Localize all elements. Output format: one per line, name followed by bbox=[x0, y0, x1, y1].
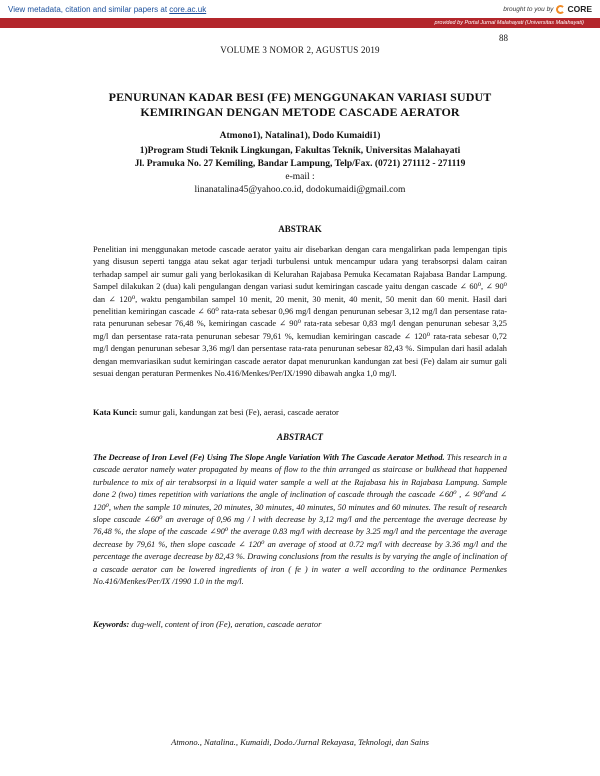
paper-title bbox=[60, 90, 540, 120]
core-metadata-link[interactable] bbox=[0, 5, 206, 14]
abstract-text bbox=[93, 452, 507, 588]
email-label: e-mail : bbox=[285, 172, 315, 182]
affiliation-line-2: Jl. Pramuka No. 27 Kemiling, Bandar Lampung, Telp/Fax. (0721) 271112 - 271119 bbox=[134, 159, 466, 169]
affiliation-line-1: 1)Program Studi Teknik Lingkungan, Fakultas Teknik, Universitas Malahayati bbox=[139, 146, 461, 156]
email-addresses: linanatalina45@yahoo.co.id, dodokumaidi@gmail.com bbox=[194, 185, 406, 195]
core-link[interactable]: core.ac.uk bbox=[169, 4, 207, 14]
keywords-label: Keywords: bbox=[93, 620, 130, 629]
abstrak-text: Penelitian ini menggunakan metode cascade aerator yaitu air disebarkan dengan cara mengalirkan pada lempengan tipis yang disusun seperti tangga atau sekat agar terjadi turbulensi untuk mencampur udara yang terabsorpsi dalam cairan terhadap sampel air sumur gali yang berlokasikan di Kelurahan Rajabasa Pemuka Kecamatan Rajabasa Bandar Lampung. Sampel dilakukan 2 (dua) kali pengulangan dengan variasi sudut kemiringan cascade yaitu dengan cascade ∠ 60⁰, ∠ 90⁰ dan ∠ 120⁰, waktu pengambilan sampel 10 menit, 20 menit, 30 menit, 40 menit, 50 menit dan 60 menit. Hasil dari penelitian kemiringan cascade ∠ 60⁰ rata-rata sebesar 0,96 mg/l dengan penurunan sebesar 3,12 mg/l dan persentase rata-rata penurunan sebesar 76,48 %, kemiringan cascade ∠ 90⁰ rata-rata sebesar 0,83 mg/l dengan penurunan sebesar 3,25 mg/l dan persentase rata-rata penurunan sebesar 79,61 %, kemudian kemiringan cascade ∠ 120⁰ rata-rata sebesar 0,72 mg/l dengan penurunan sebesar 3,36 mg/l dan persentase rata-rata penurunan sebesar 82,43 %. Simpulan dari hasil adalah dengan memvariasikan sudut kemiringan cascade aerator dapat menurunkan kandungan zat besi (Fe) dalam air sumur gali sesuai dengan peraturan Permenkes No.416/Menkes/Per/IX/1990 dibawah angka 1,0 mg/l. bbox=[93, 245, 507, 379]
page-footer: Atmono., Natalina., Kumaidi, Dodo./Jurnal Rekayasa, Teknologi, dan Sains bbox=[171, 737, 429, 747]
abstract-body: This research in a cascade aerator namely water propagated by means of flow to the thin arranged as staircase or bulkhead that happened turbulence to mix of air terabsorpsi in a liquid water sample a well at the Rajabasa his in Rajabasa Lampung. Sample done 2 (two) times repetition with variations the angle of inclination of cascade through the cascade ∠60⁰ , ∠ 90⁰and ∠ 120⁰, when the sample 10 minutes, 20 minutes, 30 minutes, 40 minutes, 50 minutes and 60 minutes. The result of research slope cascade ∠60⁰ an average of 0,96 mg / l with decrease by 3,12 mg/l and the percentage the average decrease by 76,48 %, the slope of the cascade ∠90⁰ the average 0.83 mg/l with decrease by 3.25 mg/l and the percentage the average decrease by 79,61 %, then slope cascade ∠ 120⁰ an average of stood at 0.72 mg/l with decrease by 3.36 mg/l and the percentage the average decrease by 82,43 %. Drawing conclusions from the results is by varying the angle of inclination of a cascade aerator can be lowered ingredients of iron ( fe ) in water a well according to the ordinance Permenkes No.416/Menkes/Per/IX /1990 1.0 in the mg/l. bbox=[93, 453, 507, 587]
core-logo-icon bbox=[556, 5, 565, 14]
authors: Atmono1), Natalina1), Dodo Kumaidi1) bbox=[219, 131, 381, 141]
brought-by-text: brought to you by bbox=[503, 5, 554, 13]
kata-kunci bbox=[93, 408, 507, 417]
core-branding[interactable] bbox=[503, 4, 600, 14]
kata-kunci-label: Kata Kunci: bbox=[93, 408, 138, 417]
title-line-1: PENURUNAN KADAR BESI (FE) MENGGUNAKAN VARIASI SUDUT bbox=[108, 90, 492, 104]
keywords bbox=[93, 620, 507, 629]
title-line-2: KEMIRINGAN DENGAN METODE CASCADE AERATOR bbox=[140, 105, 460, 119]
journal-volume: VOLUME 3 NOMOR 2, AGUSTUS 2019 bbox=[220, 45, 380, 55]
abstract-heading: ABSTRACT bbox=[276, 432, 323, 442]
banner-text: View metadata, citation and similar papers at bbox=[8, 4, 170, 14]
abstrak-heading: ABSTRAK bbox=[278, 224, 322, 234]
abstract-lead-title: The Decrease of Iron Level (Fe) Using The Slope Angle Variation With The Cascade Aerator Method. bbox=[93, 453, 445, 462]
metadata-banner bbox=[0, 0, 600, 19]
provider-bar[interactable] bbox=[0, 18, 600, 28]
affiliation bbox=[0, 145, 600, 171]
core-logo-label: CORE bbox=[567, 4, 592, 14]
page-number: 88 bbox=[499, 33, 508, 43]
core-logo[interactable] bbox=[556, 4, 592, 14]
provider-text: provided by Portal Jurnal Malahayati (Universitas Malahayati) bbox=[434, 20, 584, 26]
keywords-values: dug-well, content of iron (Fe), aeration, cascade aerator bbox=[129, 620, 322, 629]
kata-kunci-values: sumur gali, kandungan zat besi (Fe), aerasi, cascade aerator bbox=[137, 408, 339, 417]
